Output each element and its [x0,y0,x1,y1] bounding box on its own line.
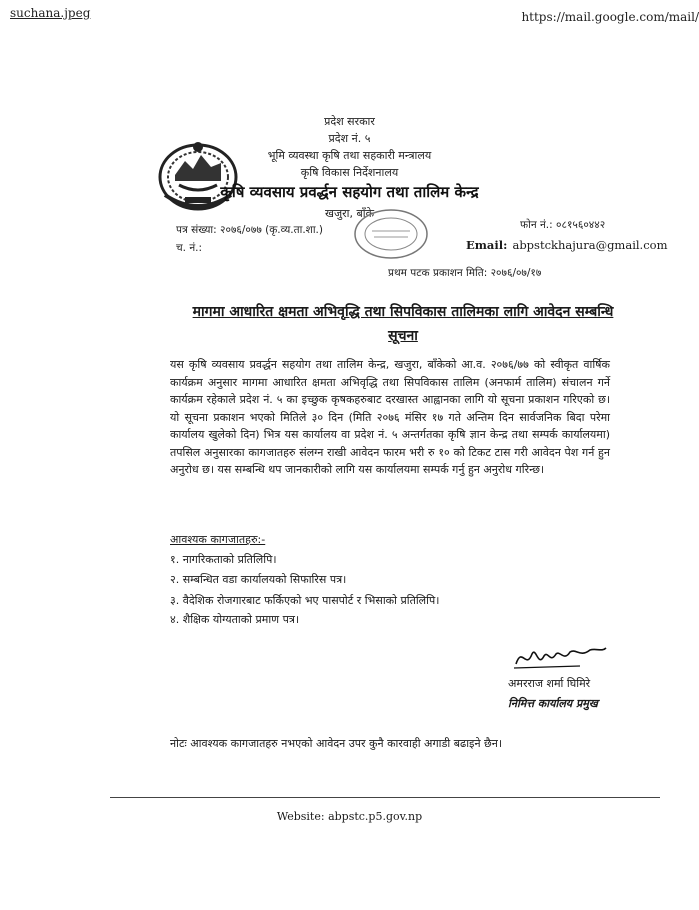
header-line-ministry: भूमि व्यवस्था कृषि तथा सहकारी मन्त्रालय [267,149,432,162]
office-location: खजुरा, बाँके [324,207,375,220]
page-url[interactable]: https://mail.google.com/mail/ [521,10,699,24]
office-stamp-icon [350,205,432,263]
signature-icon [510,640,610,674]
email-row [466,234,667,253]
notice-subject-line2: सूचना [388,328,418,344]
notice-subject [168,302,638,346]
documents-heading: आवश्यक कागजातहरु:- [170,533,266,546]
header-line-government: प्रदेश सरकार [324,115,375,128]
document-item: ३. वैदेशिक रोजगारबाट फर्किएको भए पासपोर्ट र भिसाको प्रतिलिपि। [170,594,440,607]
reference-number: पत्र संख्या: २०७६/०७७ (कृ.व्य.ता.शा.) [176,224,323,236]
document-item: ४. शैक्षिक योग्यताको प्रमाण पत्र। [170,613,300,626]
image-tab-title[interactable]: suchana.jpeg [10,6,91,20]
signatory-name: अमरराज शर्मा घिमिरे [508,677,591,690]
footer-divider [110,797,660,798]
notice-subject-line1: मागमा आधारित क्षमता अभिवृद्धि तथा सिपविकास तालिमका लागि आवेदन सम्बन्धि [192,304,614,320]
notice-body: यस कृषि व्यवसाय प्रवर्द्धन सहयोग तथा तालिम केन्द्र, खजुरा, बाँकेको आ.व. २०७६/७७ को स्वीकृत वार्षिक कार्यक्रम अनुसार मागमा आधारित क्षमता अभिवृद्धि तथा सिपविकास तालिम (अनफार्म तालिम) संचालन गर्ने कार्यक्रम रहेकाले प्रदेश नं. ५ का इच्छुक कृषकहरुबाट दरखास्त आह्वानका लागि यो सूचना प्रकाशन गरिएको छ। यो सूचना प्रकाशन भएको मितिले ३० दिन (मिति २०७६ मंसिर १७ गते अन्तिम दिन सार्वजनिक बिदा परेमा कार्यालय खुलेको दिन) भित्र यस कार्यालय वा प्रदेश नं. ५ अन्तर्गतका कृषि ज्ञान केन्द्र तथा सम्पर्क कार्यालयमा) तपसिल अनुसारका कागजातहरु संलग्न राखी आवेदन फारम भरी रु १० को टिकट टास गरी आवेदन पेश गर्न हुन अनुरोध छ। यस सम्बन्धि थप जानकारीको लागि यस कार्यालयमा सम्पर्क गर्नु हुन अनुरोध गरिन्छ। [170,358,610,476]
website-link[interactable]: Website: abpstc.p5.gov.np [276,810,423,823]
phone-number: फोन नं.: ०८१५६०४४२ [520,219,606,231]
header-line-directorate: कृषि विकास निर्देशनालय [300,166,399,179]
signatory-title: निमित्त कार्यालय प्रमुख [508,697,598,710]
document-item: २. सम्बन्धित वडा कार्यालयको सिफारिस पत्र। [170,573,347,586]
document-item: १. नागरिकताको प्रतिलिपि। [170,553,277,566]
email-address[interactable]: abpstckhajura@gmail.com [512,238,668,252]
header-line-province: प्रदेश नं. ५ [328,132,371,145]
dispatch-number: च. नं.: [176,242,203,254]
email-label: Email: [466,238,508,252]
publish-date: प्रथम पटक प्रकाशन मिति: २०७६/०७/१७ [388,267,542,279]
office-title: कृषि व्यवसाय प्रवर्द्धन सहयोग तथा तालिम केन्द्र [220,183,479,201]
notice-note: नोटः आवश्यक कागजातहरु नभएको आवेदन उपर कुनै कारवाही अगाडी बढाइने छैन। [170,737,503,750]
